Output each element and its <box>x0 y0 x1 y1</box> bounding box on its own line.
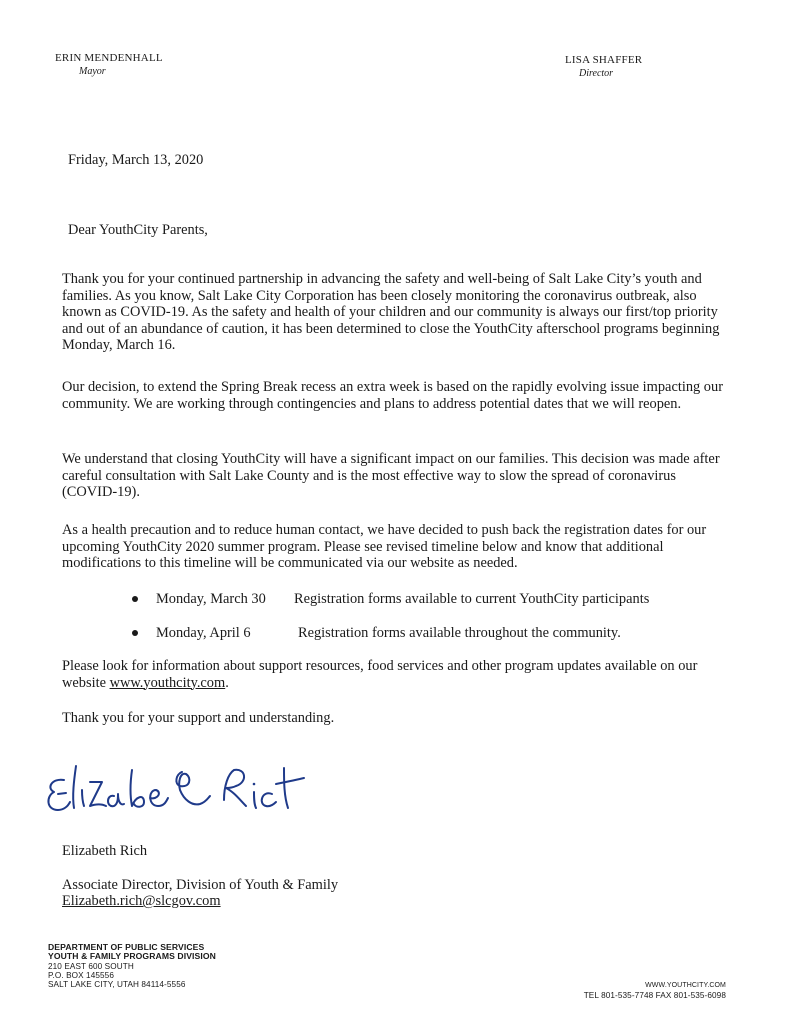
bullet-icon <box>132 596 138 602</box>
timeline-item <box>132 625 692 643</box>
bullet-icon <box>132 630 138 636</box>
info-text: Please look for information about support resources, food services and other program updates available on our website <box>62 658 698 691</box>
signature-image <box>40 760 310 830</box>
timeline-date: Monday, April 6 <box>156 625 251 641</box>
letter-date: Friday, March 13, 2020 <box>68 152 204 168</box>
director-title: Director <box>579 68 614 79</box>
footer-website: WWW.YOUTHCITY.COM <box>645 982 726 989</box>
footer-phone: TEL 801-535-7748 FAX 801-535-6098 <box>583 991 726 1000</box>
info-paragraph <box>62 658 734 691</box>
mayor-title: Mayor <box>79 66 106 77</box>
signer-title: Associate Director, Division of Youth & Family <box>62 877 339 893</box>
paragraph-4: As a health precaution and to reduce human contact, we have decided to push back the registration dates for our upcoming YouthCity 2020 summer program. Please see revised timeline below and know that additional modifications to this timeline will be communicated via our website as needed. <box>62 522 707 571</box>
address-line: SALT LAKE CITY, UTAH 84114-5556 <box>48 980 186 990</box>
footer-address <box>48 943 216 989</box>
director-name: LISA SHAFFER <box>565 54 643 66</box>
signer-name: Elizabeth Rich <box>62 843 148 859</box>
info-end: . <box>225 674 229 691</box>
signer-email-link[interactable]: Elizabeth.rich@slcgov.com <box>62 893 221 909</box>
website-link[interactable]: www.youthcity.com <box>109 674 226 691</box>
timeline-description: Registration forms available to current YouthCity participants <box>294 591 650 607</box>
paragraph-2: Our decision, to extend the Spring Break recess an extra week is based on the rapidly evolving issue impacting our community. We are working through contingencies and plans to address potential dates that we will reopen. <box>62 379 723 412</box>
address-line: P.O. BOX 145556 <box>48 970 114 980</box>
division-name: YOUTH & FAMILY PROGRAMS DIVISION <box>48 951 216 962</box>
timeline-item <box>132 591 692 609</box>
address-line: 210 EAST 600 SOUTH <box>48 961 134 971</box>
paragraph-3: We understand that closing YouthCity will have a significant impact on our families. This decision was made after careful consultation with Salt Lake County and is the most effective way to slow the spread of coronavirus (COVID-19). <box>62 451 720 500</box>
paragraph-1: Thank you for your continued partnership in advancing the safety and well-being of Salt Lake City’s youth and families. As you know, Salt Lake City Corporation has been closely monitoring the coronavirus outbreak, also known as COVID-19. As the safety and health of your children and our community is always our first/top priority and out of an abundance of caution, it has been determined to close the YouthCity afterschool programs beginning Monday, March 16. <box>62 271 720 353</box>
salutation: Dear YouthCity Parents, <box>68 222 208 238</box>
department-name: DEPARTMENT OF PUBLIC SERVICES <box>48 942 205 952</box>
timeline-description: Registration forms available throughout the community. <box>298 625 621 641</box>
closing-line: Thank you for your support and understanding. <box>62 710 335 726</box>
timeline-date: Monday, March 30 <box>156 591 266 607</box>
mayor-name: ERIN MENDENHALL <box>55 52 163 64</box>
